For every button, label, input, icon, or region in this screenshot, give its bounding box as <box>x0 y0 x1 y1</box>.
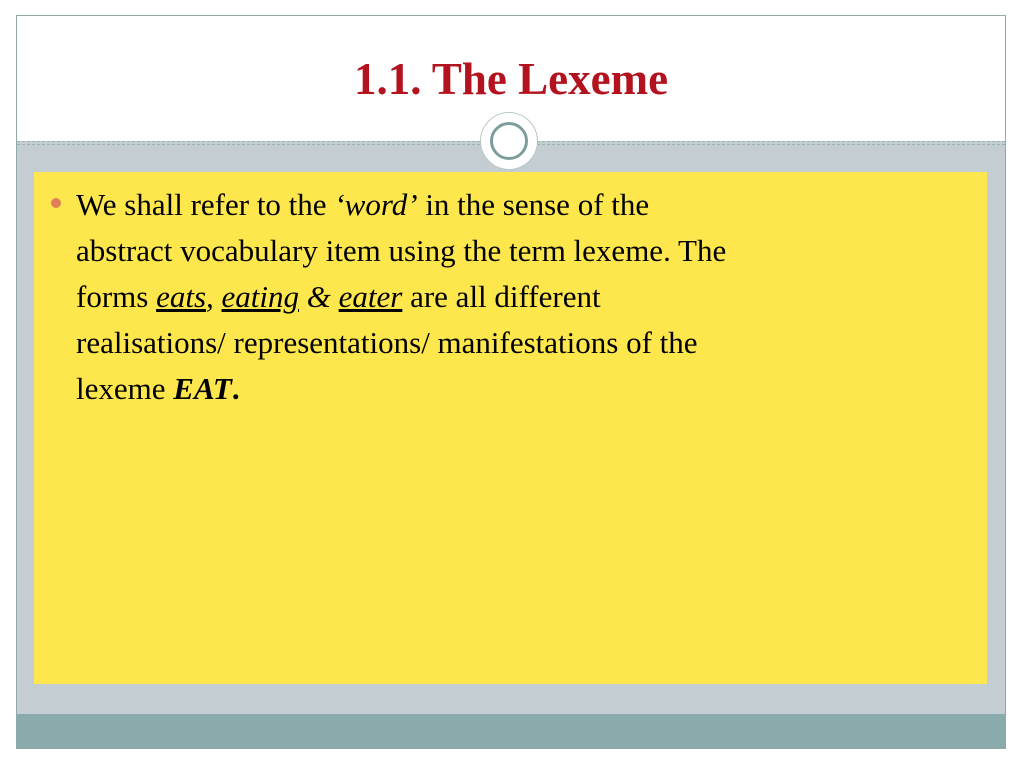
footer-band <box>17 714 1005 749</box>
circle-ring-icon <box>490 122 528 160</box>
form-eater: eater <box>338 279 403 314</box>
text-line3-end: are all different <box>402 279 601 314</box>
form-eats: eats <box>156 279 207 314</box>
text-line1-end: in the sense of the <box>417 187 650 222</box>
quoted-word: ‘word’ <box>334 187 418 222</box>
content-box <box>34 172 987 684</box>
text-line5-start: lexeme <box>76 371 174 406</box>
lexeme-eat: EAT <box>173 371 232 406</box>
comma-separator: , <box>206 279 222 314</box>
text-line1-start: We shall refer to the <box>76 187 335 222</box>
text-line3-start: forms <box>76 279 157 314</box>
circle-ornament-icon <box>481 113 537 169</box>
bullet-text <box>76 182 976 412</box>
slide <box>16 15 1006 749</box>
final-period: . <box>231 371 240 406</box>
text-line2: abstract vocabulary item using the term lexeme. The <box>76 233 727 268</box>
slide-title: 1.1. The Lexeme <box>353 54 669 104</box>
text-line4: realisations/ representations/ manifestations of the <box>76 325 698 360</box>
bullet-icon <box>51 198 61 208</box>
form-eating: eating <box>221 279 300 314</box>
ampersand: & <box>299 279 339 314</box>
